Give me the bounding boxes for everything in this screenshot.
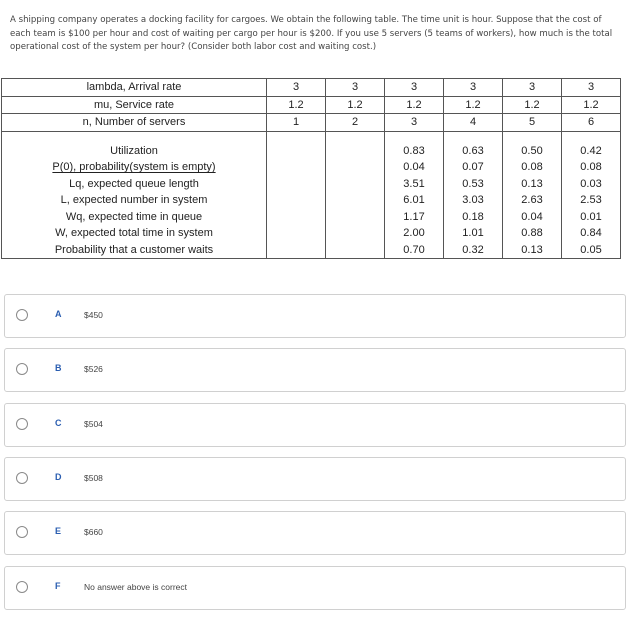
- option-text: $660: [84, 527, 103, 537]
- answer-option-c[interactable]: [4, 403, 626, 447]
- option-letter: F: [55, 581, 61, 591]
- table-cell: 0.88: [503, 225, 562, 242]
- table-cell: 2: [326, 114, 385, 132]
- table-row: [2, 176, 621, 193]
- table-cell: 0.07: [444, 159, 503, 176]
- table-cell: 2.63: [503, 192, 562, 209]
- option-text: $526: [84, 364, 103, 374]
- table-cell: 1.2: [444, 96, 503, 114]
- table-cell: [326, 159, 385, 176]
- table-cell: [267, 192, 326, 209]
- table-cell: 3: [562, 79, 621, 97]
- table-cell: 0.01: [562, 209, 621, 226]
- radio-button[interactable]: [16, 526, 28, 538]
- table-cell: 3.51: [385, 176, 444, 193]
- row-label: mu, Service rate: [2, 96, 267, 114]
- table-cell: 3: [503, 79, 562, 97]
- row-label: lambda, Arrival rate: [2, 79, 267, 97]
- table-cell: 0.42: [562, 143, 621, 160]
- table-cell: 0.53: [444, 176, 503, 193]
- table-cell: 0.04: [503, 209, 562, 226]
- table-cell: 1.2: [562, 96, 621, 114]
- spacer-row: [2, 131, 621, 143]
- radio-button[interactable]: [16, 418, 28, 430]
- row-label: Lq, expected queue length: [2, 176, 267, 193]
- option-letter: A: [55, 309, 62, 319]
- table-cell: 0.13: [503, 242, 562, 259]
- row-label: Utilization: [2, 143, 267, 160]
- answer-option-b[interactable]: [4, 348, 626, 392]
- row-label: P(0), probability(system is empty): [2, 159, 267, 176]
- radio-button[interactable]: [16, 472, 28, 484]
- table-cell: 0.18: [444, 209, 503, 226]
- option-text: No answer above is correct: [84, 582, 187, 592]
- table-cell: 6.01: [385, 192, 444, 209]
- table-row: [2, 209, 621, 226]
- answer-option-e[interactable]: [4, 511, 626, 555]
- row-label: L, expected number in system: [2, 192, 267, 209]
- table-cell: 4: [444, 114, 503, 132]
- answer-option-f[interactable]: [4, 566, 626, 610]
- table-cell: 0.63: [444, 143, 503, 160]
- row-label: Probability that a customer waits: [2, 242, 267, 259]
- option-letter: C: [55, 418, 62, 428]
- table-cell: 1.2: [503, 96, 562, 114]
- answer-option-a[interactable]: [4, 294, 626, 338]
- table-cell: 3: [385, 79, 444, 97]
- table-row: [2, 192, 621, 209]
- table-cell: 0.70: [385, 242, 444, 259]
- question-text: A shipping company operates a docking facility for cargoes. We obtain the following table. The time unit is hour. Suppose that the cost of each team is $100 per hour and cost of waiting per cargo per hour is $200. If you use 5 servers (5 teams of workers), how much is the total operational cost of the system per hour? (Consider both labor cost and waiting cost.): [10, 15, 613, 52]
- answer-option-d[interactable]: [4, 457, 626, 501]
- table-cell: 0.04: [385, 159, 444, 176]
- table-cell: [267, 209, 326, 226]
- table-cell: 0.08: [503, 159, 562, 176]
- option-letter: B: [55, 363, 62, 373]
- table-cell: 0.84: [562, 225, 621, 242]
- table-cell: 1.01: [444, 225, 503, 242]
- table-cell: 1.2: [326, 96, 385, 114]
- table-cell: 1.17: [385, 209, 444, 226]
- row-label: Wq, expected time in queue: [2, 209, 267, 226]
- table-cell: 0.05: [562, 242, 621, 259]
- table-cell: [267, 159, 326, 176]
- table-cell: 3.03: [444, 192, 503, 209]
- radio-button[interactable]: [16, 581, 28, 593]
- table-cell: [326, 192, 385, 209]
- table-cell: [326, 209, 385, 226]
- radio-button[interactable]: [16, 309, 28, 321]
- table-row: [2, 143, 621, 160]
- table-cell: [326, 225, 385, 242]
- table-row: [2, 159, 621, 176]
- table-cell: 1.2: [267, 96, 326, 114]
- option-text: $450: [84, 310, 103, 320]
- table-cell: 0.83: [385, 143, 444, 160]
- table-cell: 3: [326, 79, 385, 97]
- option-letter: D: [55, 472, 62, 482]
- table-cell: 6: [562, 114, 621, 132]
- radio-button[interactable]: [16, 363, 28, 375]
- table-cell: 3: [267, 79, 326, 97]
- table-cell: 0.08: [562, 159, 621, 176]
- table-row: [2, 96, 621, 114]
- table-cell: [326, 143, 385, 160]
- table-cell: 0.50: [503, 143, 562, 160]
- table-row: [2, 242, 621, 259]
- table-cell: 1: [267, 114, 326, 132]
- queue-results-table: [1, 78, 621, 259]
- table-cell: 0.13: [503, 176, 562, 193]
- table-cell: 2.00: [385, 225, 444, 242]
- table-row: [2, 114, 621, 132]
- table-cell: 1.2: [385, 96, 444, 114]
- table-row: [2, 225, 621, 242]
- row-label: n, Number of servers: [2, 114, 267, 132]
- table-cell: 3: [444, 79, 503, 97]
- row-label: W, expected total time in system: [2, 225, 267, 242]
- option-text: $508: [84, 473, 103, 483]
- table-cell: 2.53: [562, 192, 621, 209]
- table-row: [2, 79, 621, 97]
- table-cell: [267, 176, 326, 193]
- option-letter: E: [55, 526, 62, 536]
- table-cell: [267, 143, 326, 160]
- table-cell: 5: [503, 114, 562, 132]
- table-cell: 3: [385, 114, 444, 132]
- table-cell: 0.32: [444, 242, 503, 259]
- table-cell: [267, 242, 326, 259]
- table-cell: [326, 242, 385, 259]
- table-cell: [326, 176, 385, 193]
- table-cell: 0.03: [562, 176, 621, 193]
- table-cell: [267, 225, 326, 242]
- option-text: $504: [84, 419, 103, 429]
